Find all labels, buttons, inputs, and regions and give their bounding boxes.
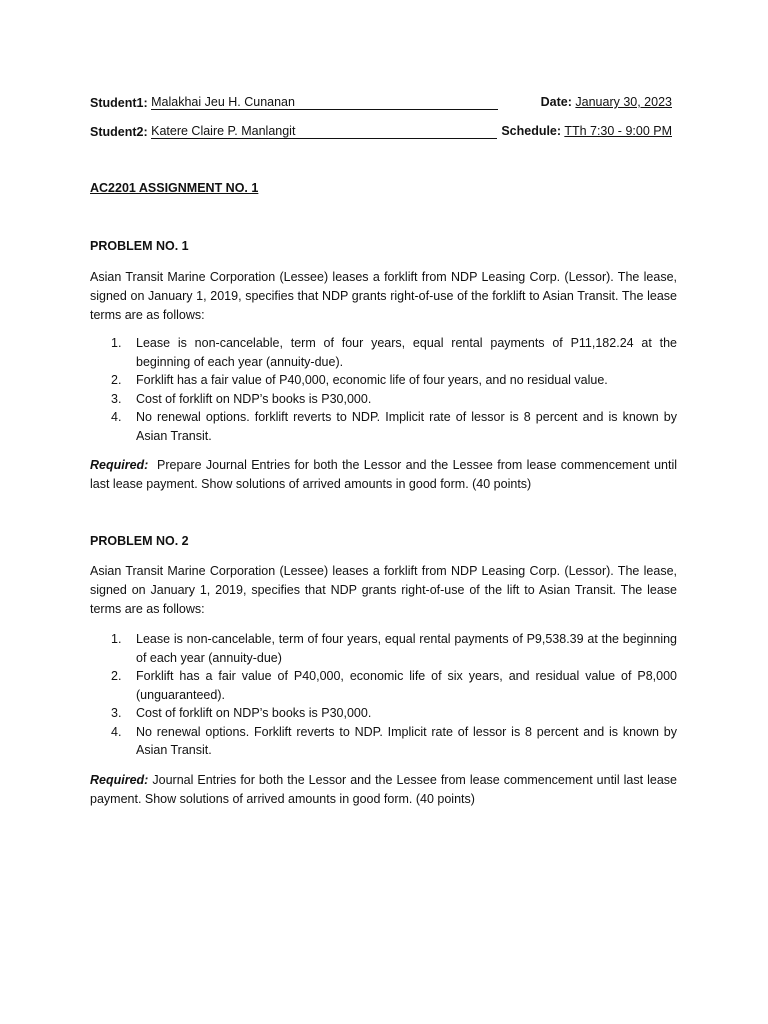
date-label: Date: <box>540 95 572 109</box>
list-number: 1. <box>111 632 122 646</box>
student1-field <box>90 95 498 110</box>
student2-name: Katere Claire P. Manlangit <box>151 124 497 139</box>
schedule-value: TTh 7:30 - 9:00 PM <box>564 124 672 138</box>
student1-label: Student1: <box>90 96 148 110</box>
list-number: 4. <box>111 724 122 739</box>
list-number: 3. <box>111 706 122 720</box>
date-value: January 30, 2023 <box>575 95 672 109</box>
list-number: 4. <box>111 410 122 424</box>
list-item <box>90 667 677 704</box>
header-row-1 <box>90 95 672 113</box>
list-item <box>90 704 677 723</box>
list-text: Forklift has a fair value of P40,000, economic life of six years, and residual value of P8,000 (unguaranteed). <box>136 669 677 702</box>
header-row-2 <box>90 124 672 142</box>
list-text: Lease is non-cancelable, term of four years, equal rental payments of P9,538.39 at the beginning of each year (annuity-due) <box>136 632 677 665</box>
list-text: Cost of forklift on NDP’s books is P30,000. <box>136 391 372 406</box>
list-text: Cost of forklift on NDP’s books is P30,000. <box>136 706 372 720</box>
list-item <box>90 723 677 760</box>
problem-1-required <box>90 456 677 494</box>
problem-2-required <box>90 771 677 809</box>
list-text: No renewal options. Forklift reverts to NDP. Implicit rate of lessor is 8 percent and is known by Asian Transit. <box>136 724 677 757</box>
list-number: 3. <box>111 391 122 406</box>
problem-1-heading: PROBLEM NO. 1 <box>90 239 189 253</box>
problem-2-intro: Asian Transit Marine Corporation (Lessee) leases a forklift from NDP Leasing Corp. (Lessor). The lease, signed on January 1, 2019, specifies that NDP grants right-of-use of the lift to Asian Transit. The lease terms are as follows: <box>90 564 677 616</box>
schedule-field <box>501 124 672 138</box>
list-text: No renewal options. forklift reverts to NDP. Implicit rate of lessor is 8 percent and is known by Asian Transit. <box>136 410 677 443</box>
required-text: Prepare Journal Entries for both the Lessor and the Lessee from lease commencement until last lease payment. Show solutions of arrived amounts in good form. (40 points) <box>90 458 678 491</box>
problem-2-terms-list <box>90 630 677 760</box>
list-item <box>90 630 677 667</box>
date-field <box>541 95 672 109</box>
required-label: Required: <box>90 773 149 787</box>
list-number: 1. <box>111 336 122 350</box>
list-item <box>90 371 677 390</box>
problem-2-heading: PROBLEM NO. 2 <box>90 534 189 548</box>
list-text: Forklift has a fair value of P40,000, economic life of four years, and no residual value. <box>136 373 608 387</box>
list-number: 2. <box>111 373 122 387</box>
list-number: 2. <box>111 669 122 683</box>
list-item <box>90 408 677 445</box>
required-label: Required: <box>90 458 149 472</box>
list-item <box>90 334 677 371</box>
list-text: Lease is non-cancelable, term of four years, equal rental payments of P11,182.24 at the beginning of each year (annuity-due). <box>136 336 677 369</box>
list-item <box>90 390 677 409</box>
assignment-title: AC2201 ASSIGNMENT NO. 1 <box>90 181 259 195</box>
schedule-label: Schedule: <box>501 124 562 138</box>
problem-1-intro: Asian Transit Marine Corporation (Lessee) leases a forklift from NDP Leasing Corp. (Lessor). The lease, signed on January 1, 2019, specifies that NDP grants right-of-use of the forklift to Asian Transit. The lease terms are as follows: <box>90 270 677 322</box>
problem-1-terms-list <box>90 334 677 445</box>
student2-field <box>90 124 497 139</box>
student2-label: Student2: <box>90 125 148 139</box>
required-text: Journal Entries for both the Lessor and the Lessee from lease commencement until last lease payment. Show solutions of arrived amounts in good form. (40 points) <box>90 773 677 806</box>
student1-name: Malakhai Jeu H. Cunanan <box>151 95 498 110</box>
